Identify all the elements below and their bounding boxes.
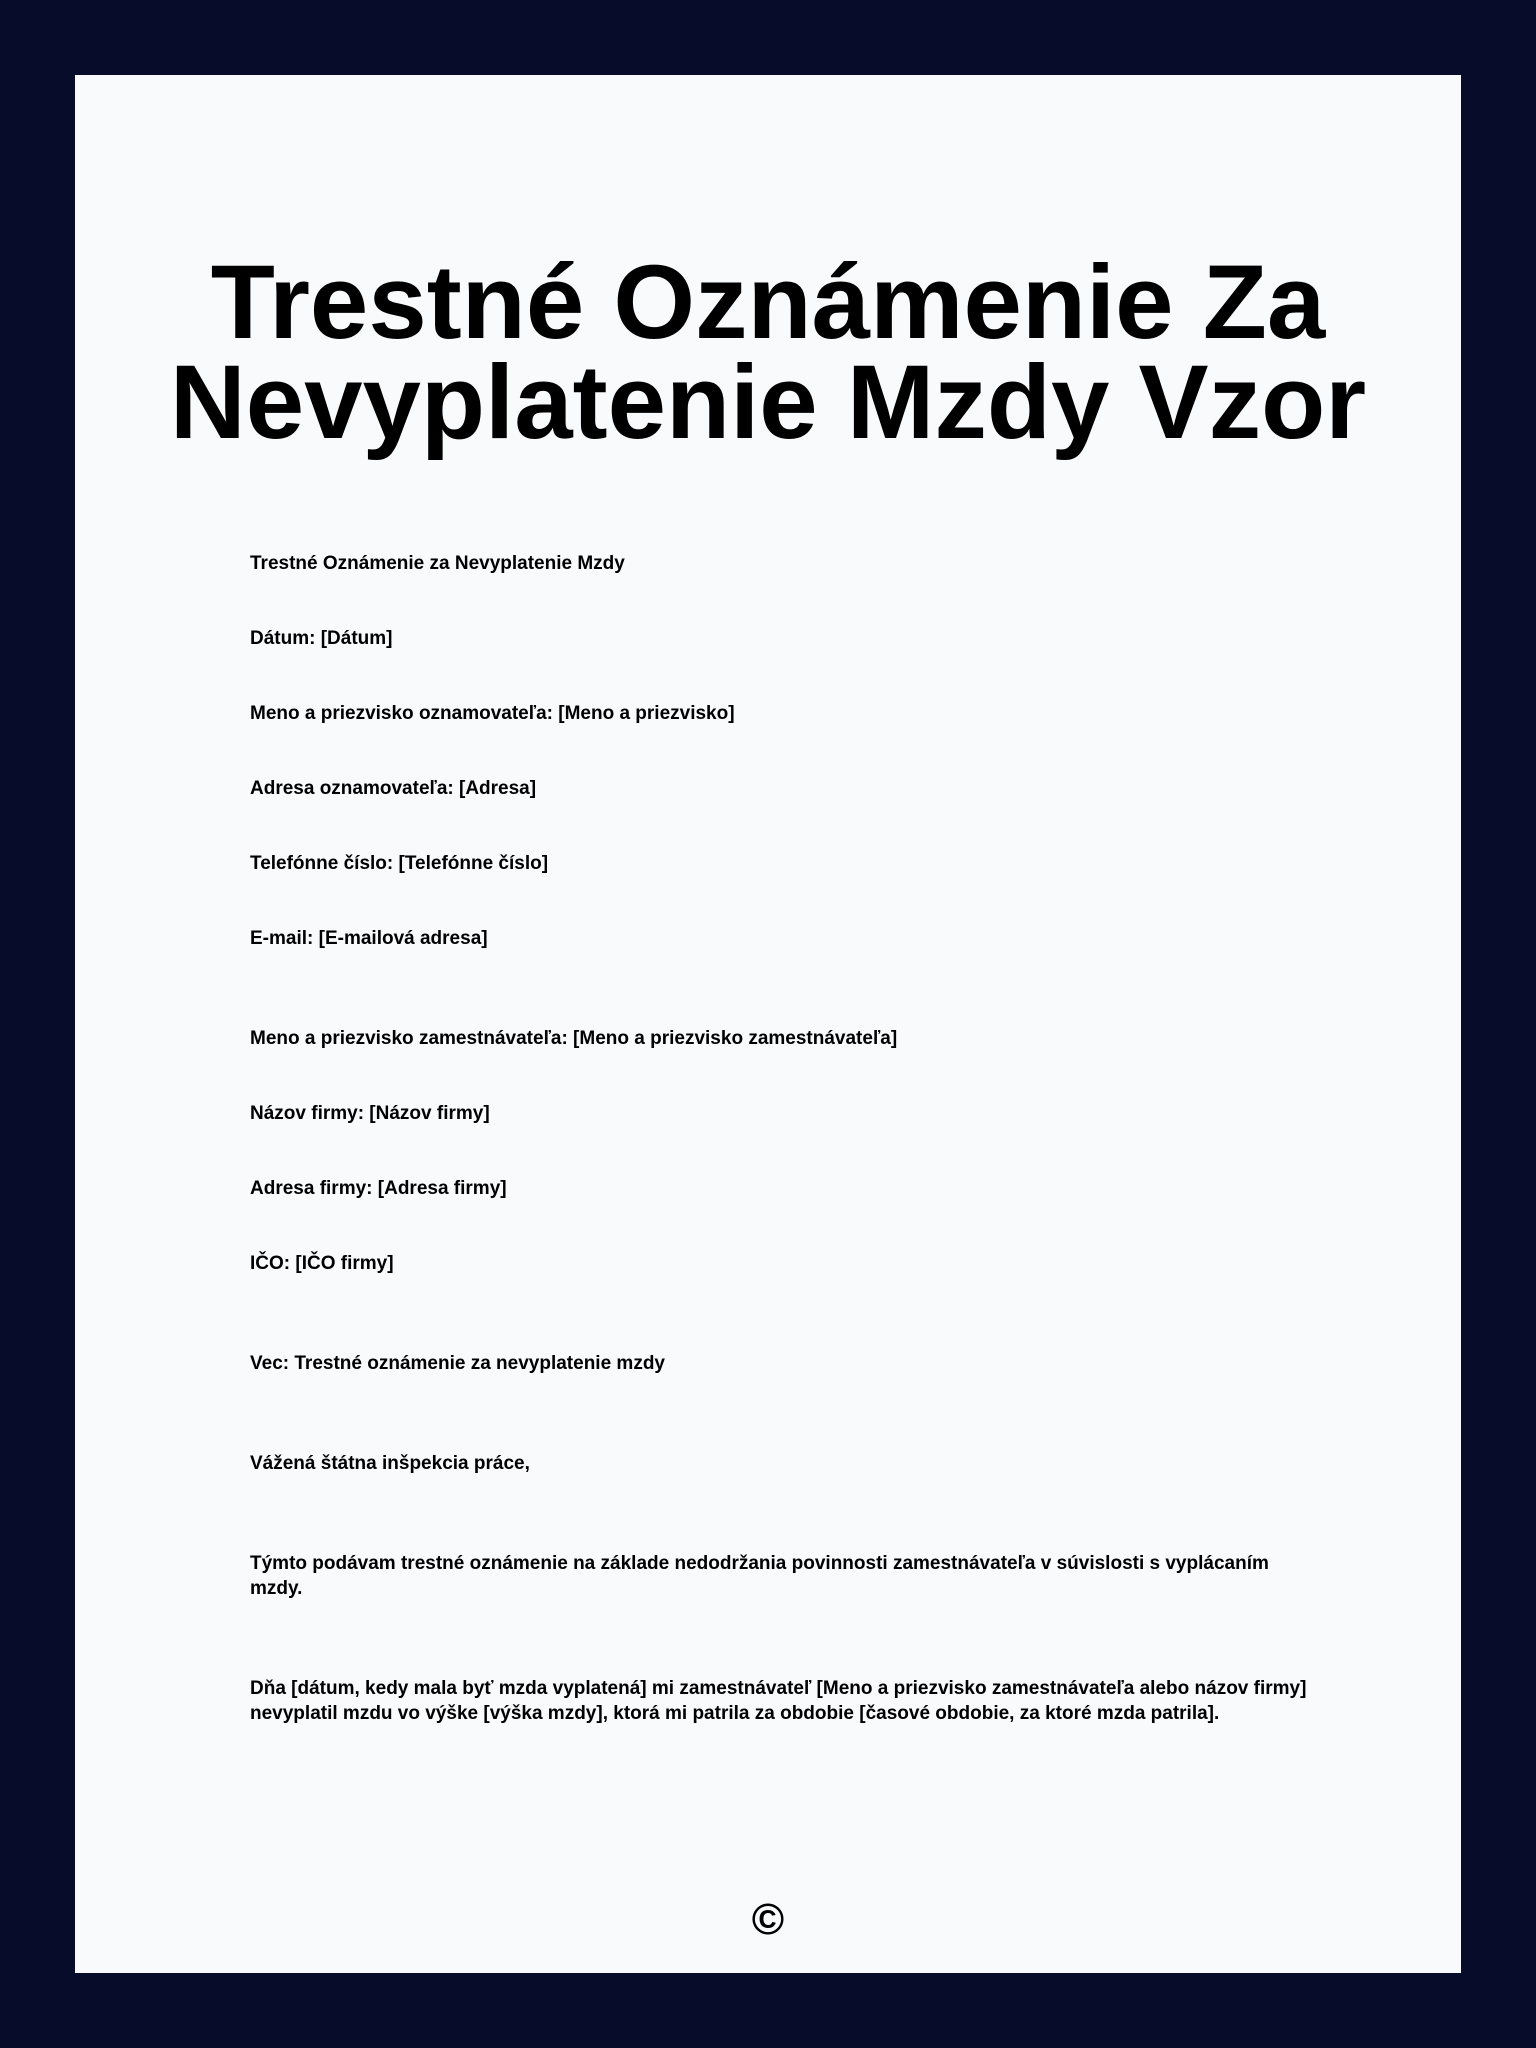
date-line: Dátum: [Dátum] [250,628,393,649]
employer-name-line: Meno a priezvisko zamestnávateľa: [Meno a priezvisko zamestnávateľa] [250,1028,898,1049]
copyright-symbol: © [751,1895,785,1944]
document-title [75,244,1461,461]
document-title-line-1: Trestné Oznámenie Za [210,244,1326,361]
company-name-line: Názov firmy: [Názov firmy] [250,1103,490,1124]
document-heading: Trestné Oznámenie za Nevyplatenie Mzdy [250,553,625,574]
reporter-address-line: Adresa oznamovateľa: [Adresa] [250,778,537,799]
subject-line: Vec: Trestné oznámenie za nevyplatenie mzdy [250,1353,665,1374]
company-address-line: Adresa firmy: [Adresa firmy] [250,1178,507,1199]
company-id-line: IČO: [IČO firmy] [250,1253,394,1274]
body-paragraph-1: Týmto podávam trestné oznámenie na základe nedodržania povinnosti zamestnávateľa v súvislosti s vyplácaním mzdy. [250,1553,1269,1599]
phone-line: Telefónne číslo: [Telefónne číslo] [250,853,549,874]
body-paragraph-2: Dňa [dátum, kedy mala byť mzda vyplatená] mi zamestnávateľ [Meno a priezvisko zamestnávateľa alebo názov firmy] nevyplatil mzdu vo výške [výška mzdy], ktorá mi patrila za obdobie [časové obdobie, za ktoré mzda patrila]. [250,1678,1307,1724]
salutation: Vážená štátna inšpekcia práce, [250,1453,530,1474]
document-title-line-2: Nevyplatenie Mzdy Vzor [169,344,1367,461]
document-page [75,75,1461,1973]
email-line: E-mail: [E-mailová adresa] [250,928,488,949]
reporter-name-line: Meno a priezvisko oznamovateľa: [Meno a priezvisko] [250,703,735,724]
